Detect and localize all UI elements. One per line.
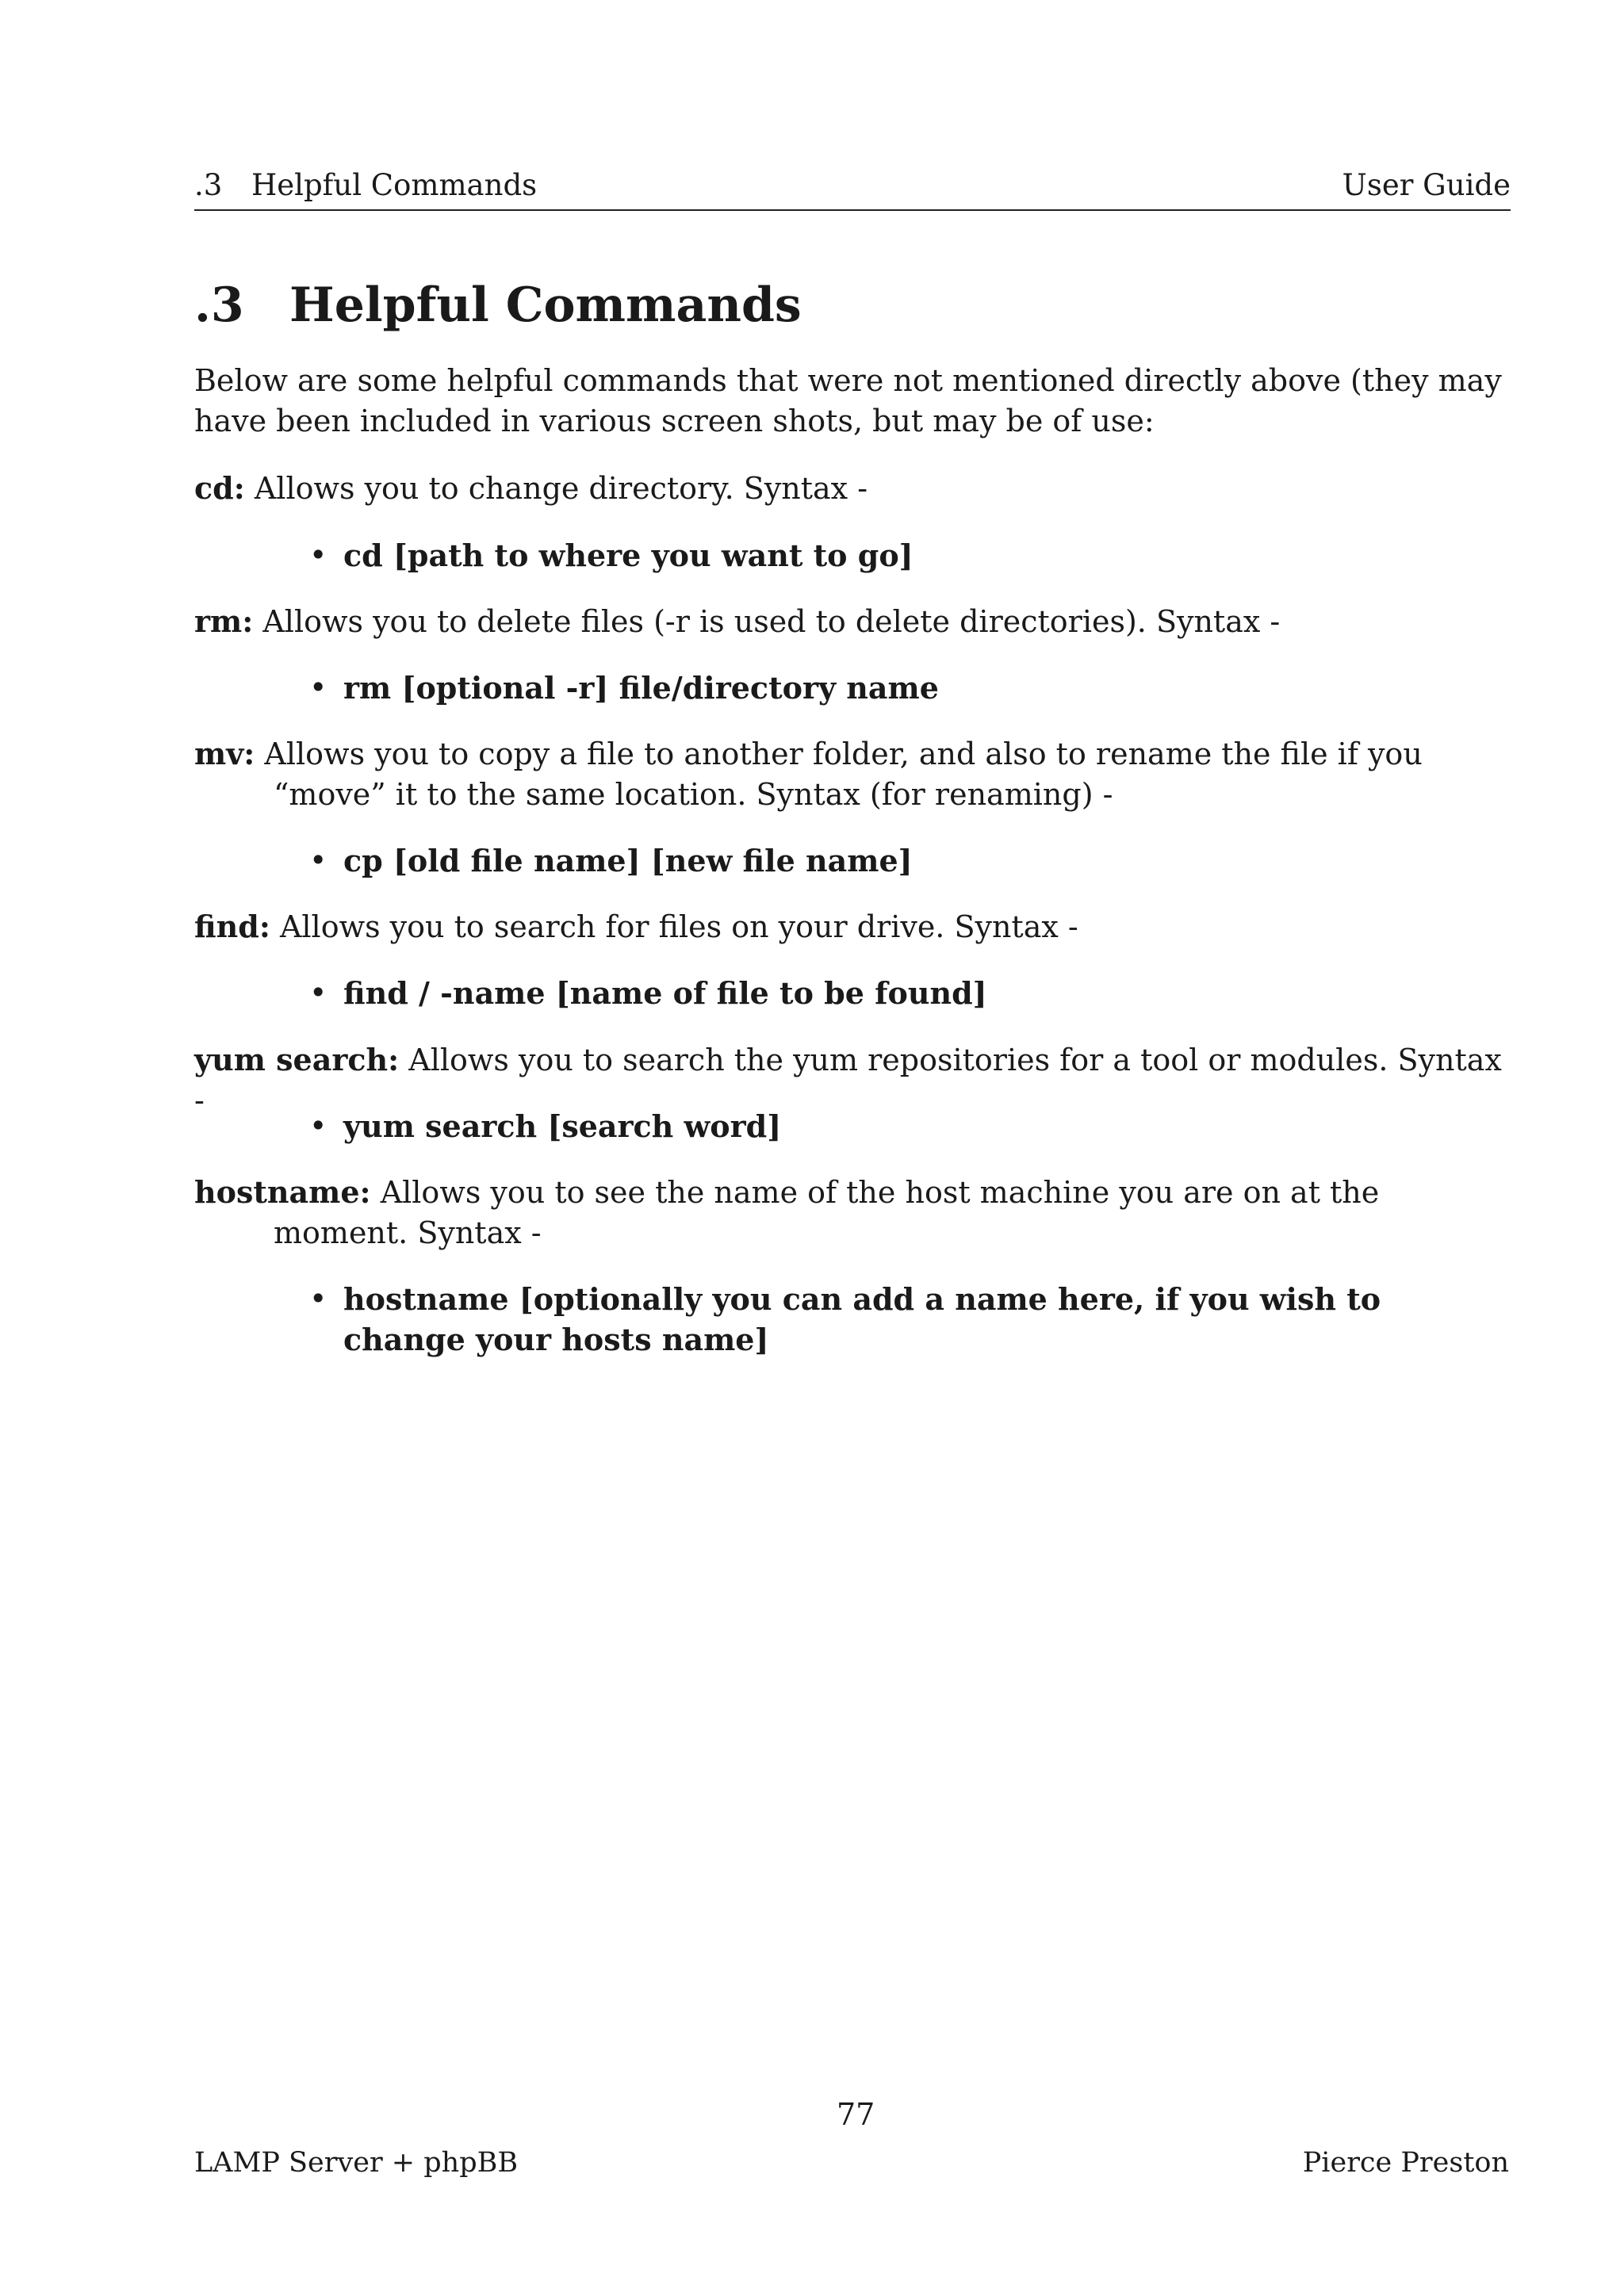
footer-author: Pierce Preston [1302, 2147, 1509, 2179]
syntax-item-cd [309, 535, 1443, 576]
command-description: Allows you to change directory. Syntax - [254, 471, 868, 506]
syntax-item-yum-search [309, 1106, 1443, 1146]
command-entry-rm [194, 601, 1515, 642]
header-section-label [194, 165, 537, 206]
syntax-text: rm [optional -r] file/directory name [343, 670, 939, 706]
command-term: hostname: [194, 1174, 371, 1210]
header-section-title: Helpful Commands [251, 168, 538, 202]
command-term: find: [194, 909, 270, 944]
section-heading [194, 274, 802, 337]
command-description: Allows you to search for files on your drive. Syntax - [279, 909, 1078, 944]
bullet-icon: • [309, 538, 327, 572]
syntax-item-rm [309, 668, 1443, 708]
command-entry-cd [194, 468, 1515, 509]
running-header [194, 165, 1511, 211]
command-term: mv: [194, 736, 255, 771]
command-description: Allows you to search the yum repositories for a tool or modules. Syntax - [194, 1043, 1502, 1118]
bullet-icon: • [309, 843, 327, 878]
syntax-item-find [309, 973, 1443, 1013]
intro-paragraph: Below are some helpful commands that were not mentioned directly above (they may have been included in various screen shots, but may be of use: [194, 363, 1502, 438]
footer-left-title: LAMP Server + phpBB [194, 2147, 519, 2179]
header-section-number: .3 [194, 168, 223, 202]
syntax-item-mv [309, 840, 1443, 881]
command-entry-hostname [194, 1172, 1515, 1253]
command-entry-find [194, 906, 1515, 947]
command-entry-mv [194, 733, 1515, 815]
command-description: Allows you to delete files (-r is used to delete directories). Syntax - [262, 604, 1281, 639]
syntax-text: cp [old file name] [new file name] [343, 843, 913, 878]
syntax-text: cd [path to where you want to go] [343, 538, 914, 573]
command-term: rm: [194, 603, 254, 639]
syntax-text: yum search [search word] [343, 1108, 782, 1144]
command-description: Allows you to copy a file to another folder, and also to rename the file if you “move” it to the same location. Syntax (for renaming) - [264, 737, 1423, 812]
syntax-text: find / -name [name of file to be found] [343, 975, 987, 1011]
command-term: yum search: [194, 1042, 400, 1077]
command-term: cd: [194, 470, 245, 506]
syntax-item-hostname [309, 1279, 1443, 1360]
bullet-icon: • [309, 670, 327, 705]
syntax-text: hostname [optionally you can add a name here, if you wish to change your hosts name] [343, 1281, 1381, 1357]
section-title: Helpful Commands [289, 277, 802, 333]
command-description: Allows you to see the name of the host machine you are on at the moment. Syntax - [274, 1175, 1380, 1250]
page-number: 77 [837, 2097, 875, 2132]
header-document-title: User Guide [1342, 168, 1511, 202]
bullet-icon: • [309, 975, 327, 1010]
section-number: .3 [194, 277, 244, 333]
bullet-icon: • [309, 1108, 327, 1143]
bullet-icon: • [309, 1281, 327, 1316]
